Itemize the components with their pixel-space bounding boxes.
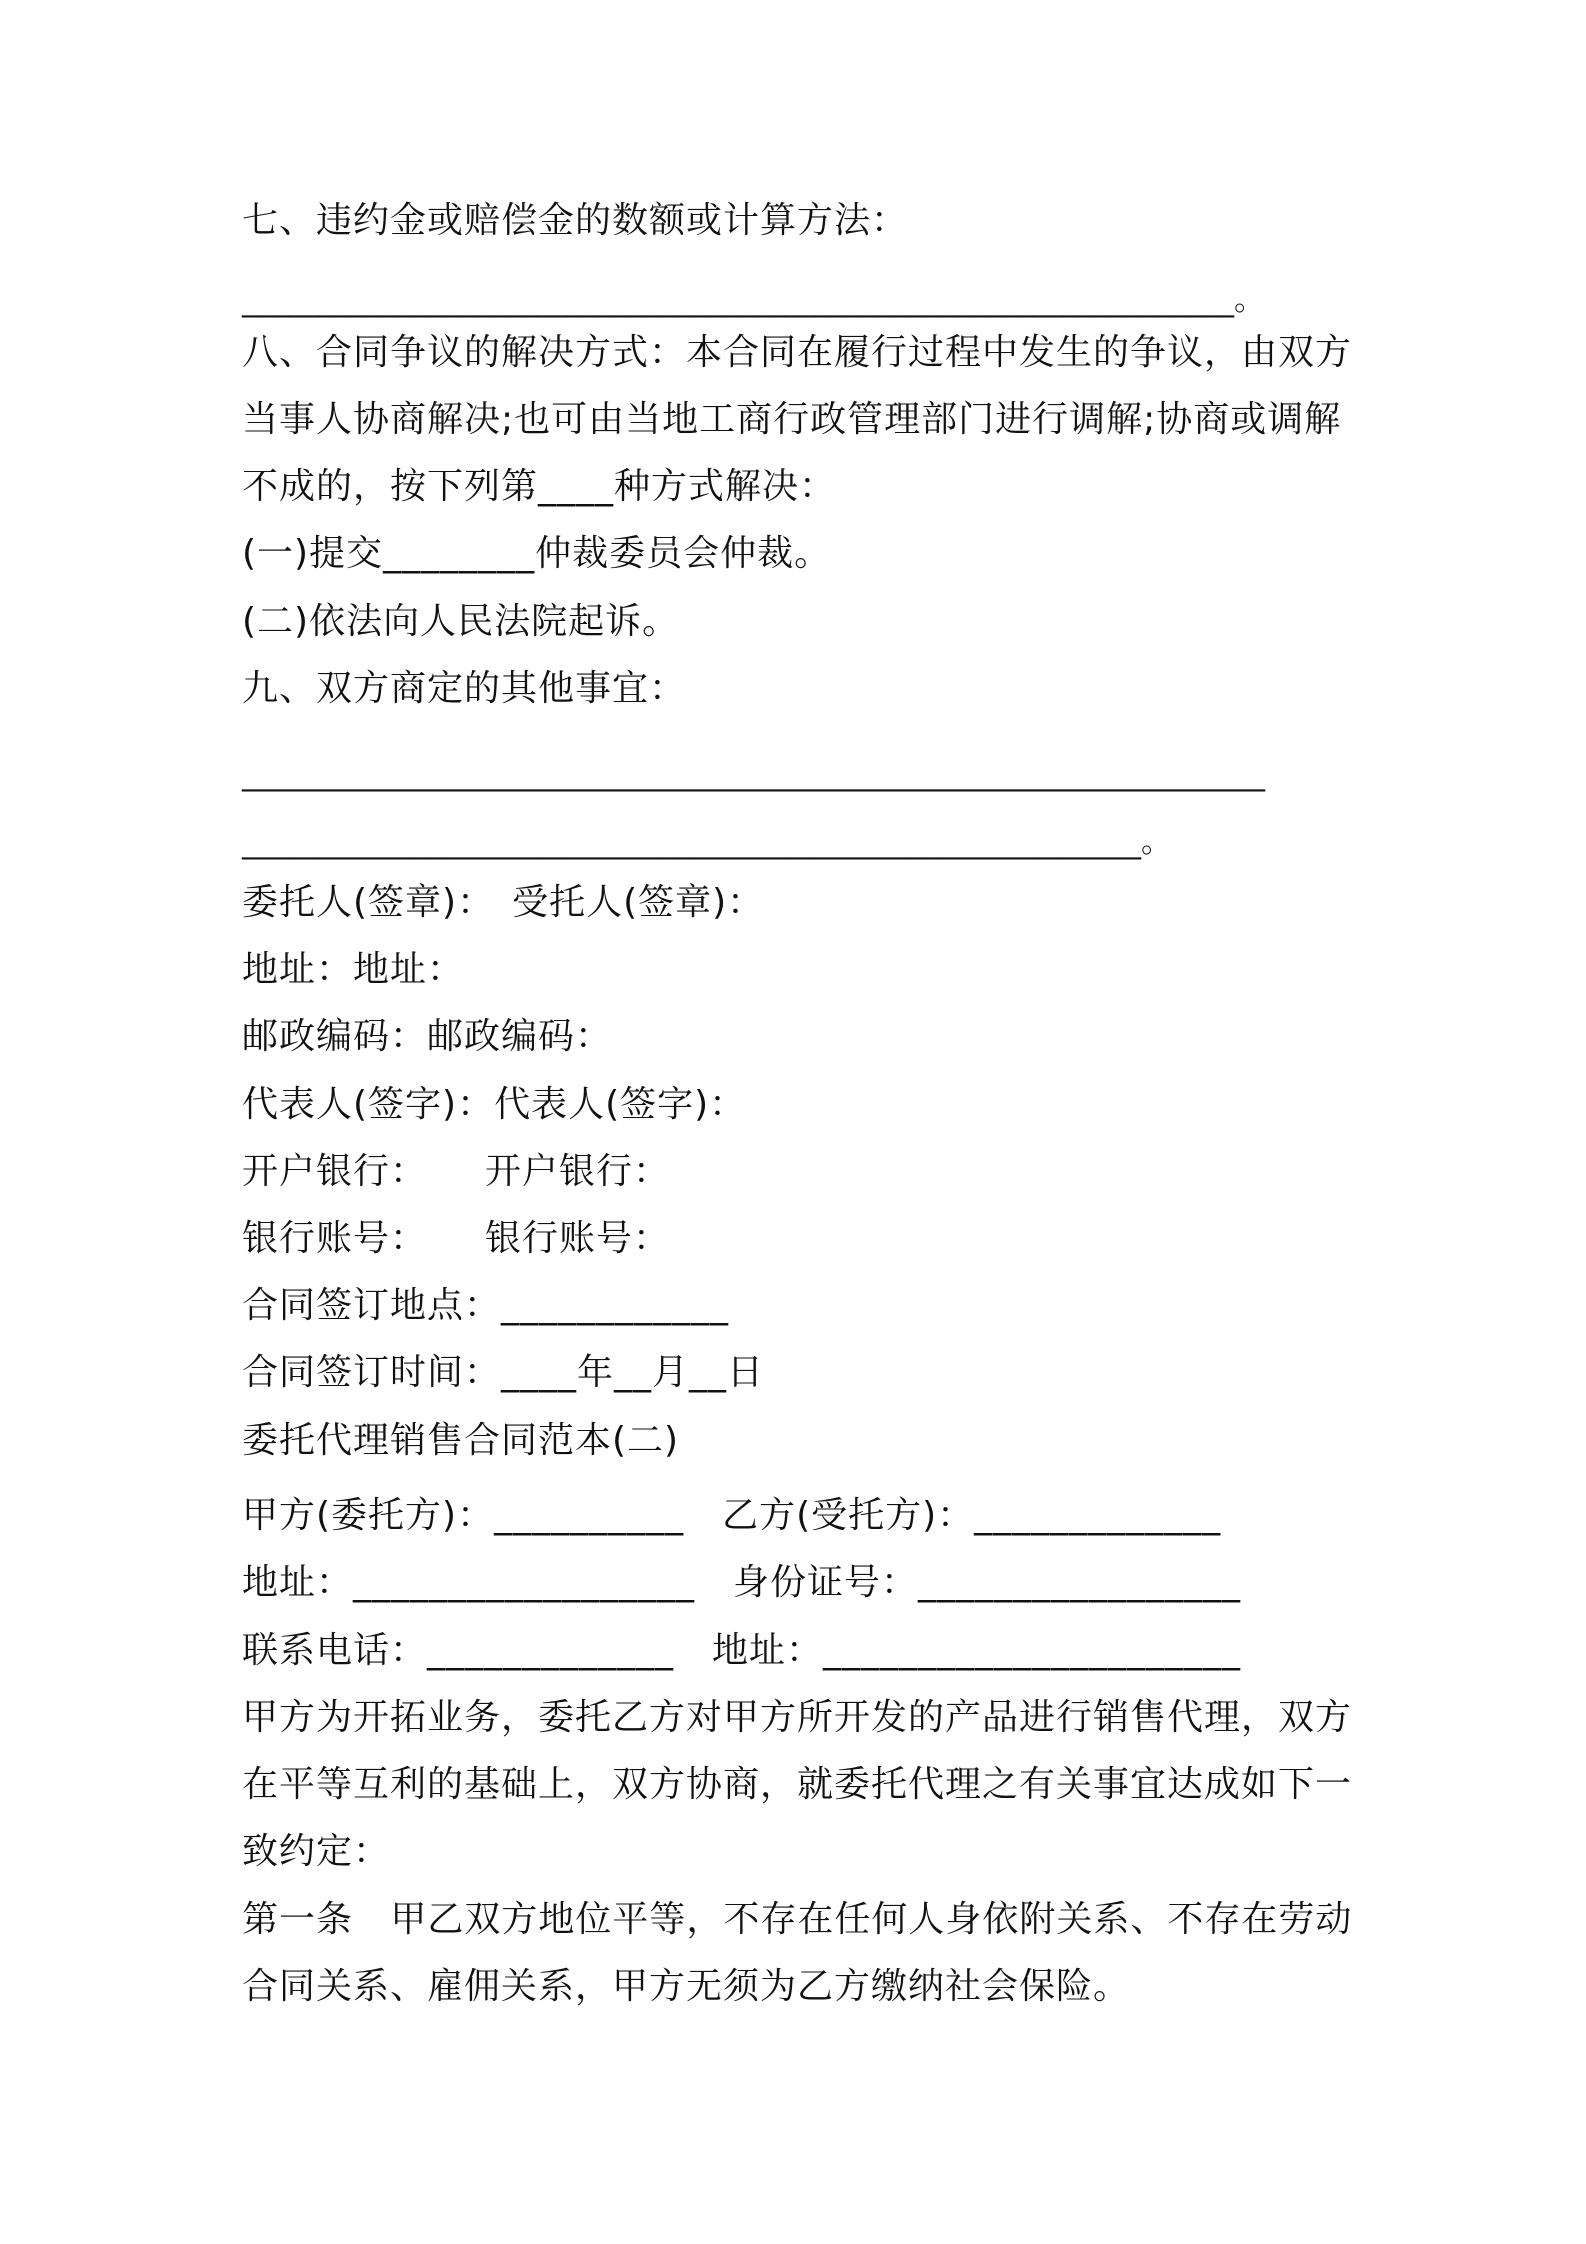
client-signature-label: 委托人(签章)： [242,882,495,923]
party-row [242,1482,1362,1550]
party-b-address-field: 地址：______________________ [712,1630,1242,1671]
client-account-label: 银行账号： [242,1218,428,1259]
preamble-line-1: 甲方为开拓业务，委托乙方对甲方所开发的产品进行销售代理，双方 [242,1697,1353,1738]
party-b-field: 乙方(受托方)：_____________ [722,1495,1222,1536]
id-number-field: 身份证号：_________________ [733,1562,1242,1603]
section-8-line-2: 当事人协商解决;也可由当地工商行政管理部门进行调解;协商或调解 [242,399,1342,440]
article-1-line-2: 合同关系、雇佣关系，甲方无须为乙方缴纳社会保险。 [242,1966,1131,2007]
section-7-heading: 七、违约金或赔偿金的数额或计算方法： [242,200,909,241]
section-8-line-3: 不成的，按下列第____种方式解决： [242,466,837,507]
section-9-blank-line-2: __________________________________________________________。 [242,824,1172,860]
option-arbitration: (一)提交________仲裁委员会仲裁。 [242,533,832,574]
contract-title-2: 委托代理销售合同范本(二) [242,1420,680,1461]
address-id-row [242,1549,1362,1617]
section-9-heading: 九、双方商定的其他事宜： [242,668,687,709]
address-row: 地址：地址： [242,949,465,990]
agent-signature-label: 受托人(签章)： [512,882,765,923]
preamble-line-3: 致约定： [242,1831,391,1872]
section-9-blank-line-1: __________________________________________________________________ [242,756,1265,792]
signing-time-row: 合同签订时间：____年__月__日 [242,1352,765,1393]
section-7-blank-line: ________________________________________________________________。 [242,282,1265,318]
bank-row [242,1138,1362,1206]
party-a-field: 甲方(委托方)：__________ [242,1495,685,1536]
agent-bank-label: 开户银行： [485,1151,671,1192]
preamble-line-2: 在平等互利的基础上，双方协商，就委托代理之有关事宜达成如下一 [242,1764,1353,1805]
agent-account-label: 银行账号： [485,1218,671,1259]
signing-place-row: 合同签订地点：____________ [242,1285,730,1326]
signatures-row [242,869,1362,937]
party-a-address-field: 地址：__________________ [242,1562,696,1603]
phone-field: 联系电话：_____________ [242,1630,675,1671]
account-row [242,1205,1362,1273]
article-1-line-1: 第一条 甲乙双方地位平等，不存在任何人身依附关系、不存在劳动 [242,1899,1353,1940]
option-lawsuit: (二)依法向人民法院起诉。 [242,601,680,642]
phone-address-row [242,1617,1362,1685]
representative-row: 代表人(签字)：代表人(签字)： [242,1084,747,1125]
section-8-line-1: 八、合同争议的解决方式：本合同在履行过程中发生的争议，由双方 [242,332,1353,373]
client-bank-label: 开户银行： [242,1151,428,1192]
postal-code-row: 邮政编码：邮政编码： [242,1016,613,1057]
